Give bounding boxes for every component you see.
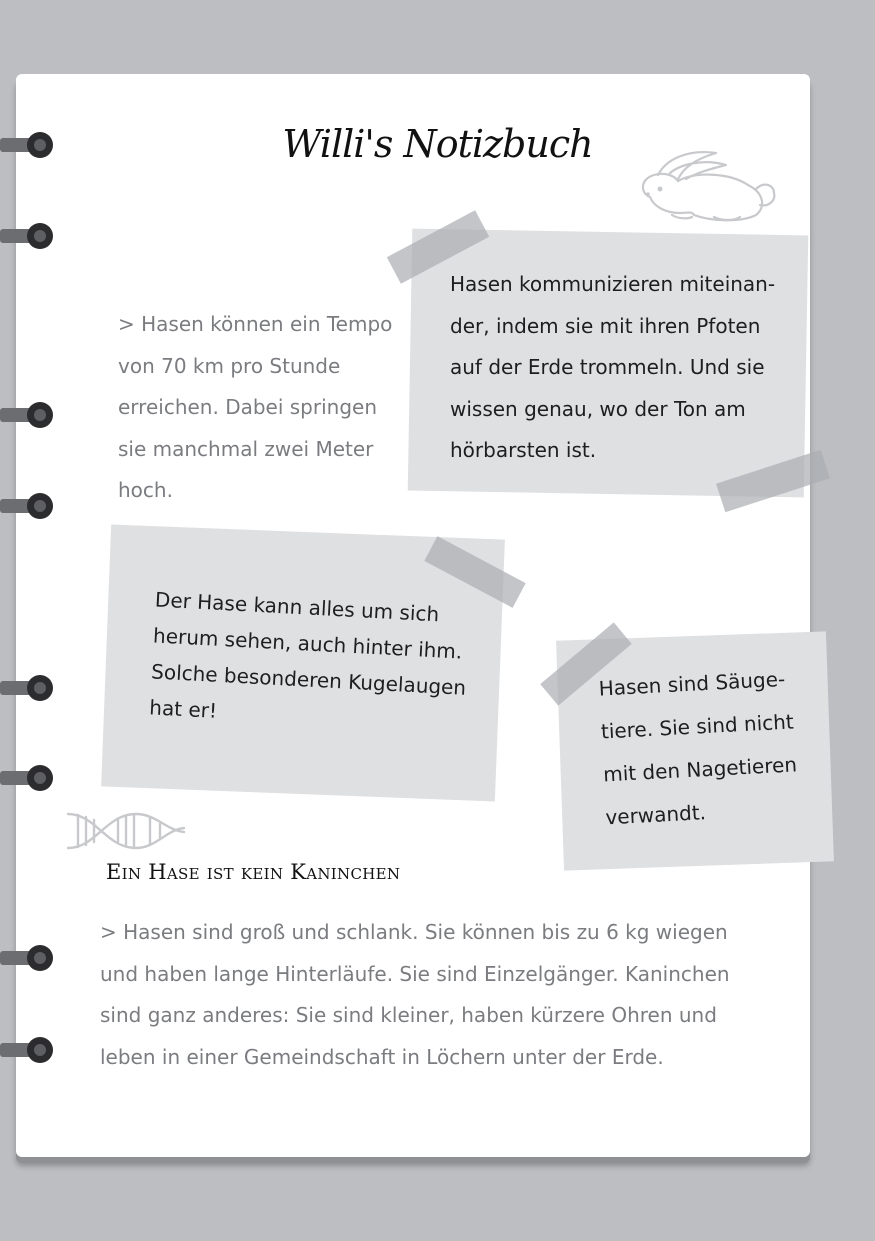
sticky-note-eyes-text: Der Hase kann alles um sich herum sehen, auch hinter ihm. Solche besonderen Kugelaugen hat er! [148,587,467,723]
section-body: > Hasen sind groß und schlank. Sie können bis zu 6 kg wiegen und haben lange Hinterläufe. Sie sind Einzelgänger. Kaninchen sind ganz anderes: Sie sind kleiner, haben kürzere Ohren und leben in einer Gemeindschaft in Löchern unter der Erde. [100,920,730,1069]
spiral-ring [0,938,60,978]
fact-speed: > Hasen können ein Tempo von 70 km pro Stunde erreichen. Dabei springen sie manchmal zwei Meter hoch. [118,312,393,502]
page-title: Willi's Notizbuch [282,122,593,166]
sticky-note-mammal-text: Hasen sind Säuge- tiere. Sie sind nicht mit den Nagetieren verwandt. [598,666,798,830]
spiral-ring [0,1030,60,1070]
spiral-ring [0,668,60,708]
rabbit-icon [630,145,780,225]
sticky-note-communication-text: Hasen kommunizieren miteinan- der, indem sie mit ihren Pfoten auf der Erde trommeln. Und sie wissen genau, wo der Ton am hörbarsten ist. [450,272,776,462]
spiral-ring [0,486,60,526]
spiral-ring [0,395,60,435]
spiral-ring [0,216,60,256]
dna-icon [66,808,186,854]
spiral-ring [0,758,60,798]
section-heading: Ein Hase ist kein Kaninchen [106,860,401,884]
